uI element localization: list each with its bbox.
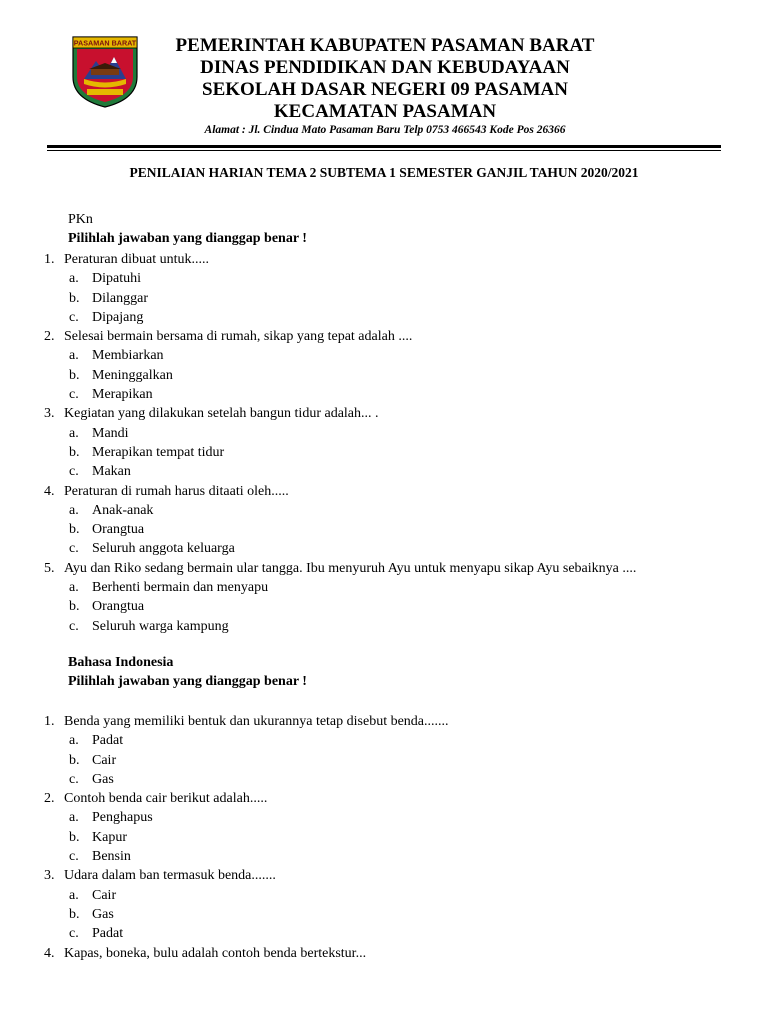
option-letter: c. <box>69 309 79 325</box>
option-letter: a. <box>69 271 79 287</box>
instruction-text: Pilihlah jawaban yang dianggap benar ! <box>68 674 307 689</box>
question-text: Contoh benda cair berikut adalah..... <box>64 791 268 807</box>
option-text: Cair <box>92 752 117 768</box>
answer-option <box>44 886 449 905</box>
option-letter: c. <box>69 541 79 557</box>
answer-option <box>44 731 449 750</box>
question-item <box>44 250 636 269</box>
option-text: Meninggalkan <box>92 367 173 383</box>
answer-option <box>44 424 636 443</box>
question-text: Selesai bermain bersama di rumah, sikap yang tepat adalah .... <box>64 329 413 345</box>
option-text: Anak-anak <box>92 502 154 518</box>
option-text: Mandi <box>92 425 129 441</box>
option-letter: c. <box>69 387 79 403</box>
question-item <box>44 404 636 423</box>
answer-option <box>44 905 449 924</box>
answer-option <box>44 462 636 481</box>
option-letter: b. <box>69 752 80 768</box>
question-item <box>44 789 449 808</box>
option-text: Makan <box>92 464 131 480</box>
question-number: 3. <box>44 868 55 884</box>
answer-option <box>44 578 636 597</box>
option-text: Seluruh anggota keluarga <box>92 541 235 557</box>
answer-option <box>44 269 636 288</box>
option-letter: b. <box>69 444 80 460</box>
answer-option <box>44 366 636 385</box>
option-text: Bensin <box>92 849 131 865</box>
subject-name: Bahasa Indonesia <box>68 655 174 670</box>
question-item <box>44 559 636 578</box>
question-text: Kegiatan yang dilakukan setelah bangun tidur adalah... . <box>64 406 379 422</box>
question-text: Kapas, boneka, bulu adalah contoh benda bertekstur... <box>64 945 367 961</box>
answer-option <box>44 808 449 827</box>
question-number: 5. <box>44 560 55 576</box>
question-number: 1. <box>44 252 55 267</box>
option-text: Dilanggar <box>92 290 148 306</box>
answer-option <box>44 924 449 943</box>
question-number: 3. <box>44 406 55 422</box>
answer-option <box>44 770 449 789</box>
answer-option <box>44 346 636 365</box>
option-text: Berhenti bermain dan menyapu <box>92 580 269 596</box>
option-letter: b. <box>69 599 80 615</box>
question-text: Peraturan dibuat untuk..... <box>64 252 210 267</box>
option-text: Dipajang <box>92 309 144 325</box>
option-text: Seluruh warga kampung <box>92 618 229 634</box>
option-letter: a. <box>69 580 79 596</box>
svg-text:PASAMAN BARAT: PASAMAN BARAT <box>73 38 137 48</box>
option-letter: a. <box>69 887 79 903</box>
question-number: 1. <box>44 714 55 729</box>
district-name: KECAMATAN PASAMAN <box>273 101 497 122</box>
header-divider-thin <box>47 150 721 151</box>
option-text: Gas <box>92 771 114 787</box>
subject-name: PKn <box>68 212 93 227</box>
option-text: Membiarkan <box>92 348 164 364</box>
option-text: Dipatuhi <box>92 271 141 287</box>
option-letter: a. <box>69 733 79 749</box>
answer-option <box>44 520 636 539</box>
header-divider-thick <box>47 145 721 148</box>
department-name: DINAS PENDIDIKAN DAN KEBUDAYAAN <box>200 57 570 78</box>
option-text: Merapikan tempat tidur <box>92 444 225 460</box>
option-letter: a. <box>69 810 79 826</box>
question-item <box>44 327 636 346</box>
option-text: Penghapus <box>92 810 153 826</box>
option-letter: c. <box>69 618 79 634</box>
option-letter: c. <box>69 464 79 480</box>
option-text: Orangtua <box>92 522 145 538</box>
question-list <box>44 250 636 636</box>
answer-option <box>44 828 449 847</box>
question-text: Benda yang memiliki bentuk dan ukurannya tetap disebut benda....... <box>64 714 449 729</box>
answer-option <box>44 597 636 616</box>
instruction-text: Pilihlah jawaban yang dianggap benar ! <box>68 231 307 246</box>
question-number: 4. <box>44 945 55 961</box>
option-letter: b. <box>69 522 80 538</box>
option-text: Padat <box>92 733 124 749</box>
option-text: Merapikan <box>92 387 153 403</box>
subject-heading-bahasa-indonesia <box>68 655 307 690</box>
option-letter: c. <box>69 926 79 942</box>
answer-option <box>44 308 636 327</box>
option-letter: a. <box>69 502 79 518</box>
option-letter: c. <box>69 849 79 865</box>
answer-option <box>44 617 636 636</box>
school-address: Alamat : Jl. Cindua Mato Pasaman Baru Telp 0753 466543 Kode Pos 26366 <box>204 124 566 136</box>
question-item <box>44 712 449 731</box>
option-letter: b. <box>69 290 80 306</box>
answer-option <box>44 751 449 770</box>
school-name: SEKOLAH DASAR NEGERI 09 PASAMAN <box>202 79 568 100</box>
option-letter: b. <box>69 906 80 922</box>
question-item <box>44 482 636 501</box>
answer-option <box>44 539 636 558</box>
question-number: 2. <box>44 791 55 807</box>
pasaman-barat-emblem-icon <box>70 33 140 109</box>
option-text: Kapur <box>92 829 127 845</box>
option-text: Padat <box>92 926 124 942</box>
option-text: Gas <box>92 906 114 922</box>
question-number: 2. <box>44 329 55 345</box>
answer-option <box>44 385 636 404</box>
option-letter: a. <box>69 425 79 441</box>
question-item <box>44 866 449 885</box>
option-letter: a. <box>69 348 79 364</box>
option-letter: c. <box>69 771 79 787</box>
option-text: Orangtua <box>92 599 145 615</box>
question-text: Peraturan di rumah harus ditaati oleh..... <box>64 483 289 499</box>
question-list <box>44 712 449 963</box>
government-name: PEMERINTAH KABUPATEN PASAMAN BARAT <box>175 35 595 56</box>
answer-option <box>44 501 636 520</box>
subject-heading-pkn <box>68 212 307 247</box>
option-letter: b. <box>69 829 80 845</box>
question-number: 4. <box>44 483 55 499</box>
question-text: Udara dalam ban termasuk benda....... <box>64 868 276 884</box>
question-item <box>44 944 449 963</box>
option-letter: b. <box>69 367 80 383</box>
exam-title: PENILAIAN HARIAN TEMA 2 SUBTEMA 1 SEMESTER GANJIL TAHUN 2020/2021 <box>129 165 639 180</box>
answer-option <box>44 847 449 866</box>
option-text: Cair <box>92 887 117 903</box>
answer-option <box>44 289 636 308</box>
question-text: Ayu dan Riko sedang bermain ular tangga. Ibu menyuruh Ayu untuk menyapu sikap Ayu sebaiknya .... <box>64 560 637 576</box>
answer-option <box>44 443 636 462</box>
